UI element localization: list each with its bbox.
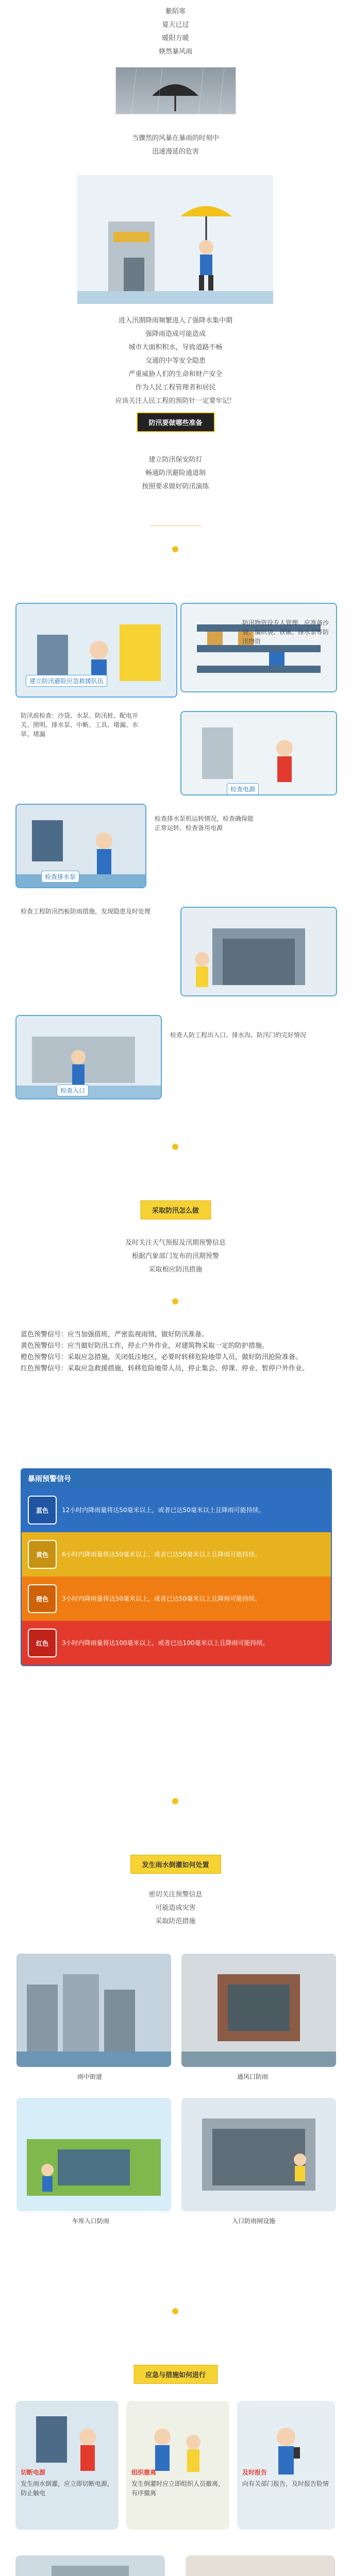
poem-line: 可能造成灾害 <box>155 1904 196 1912</box>
rain-cartoon <box>77 175 273 304</box>
warning-level-icon: 蓝色 <box>28 1496 57 1524</box>
cartoon-vent-caption: 通风口防雨 <box>237 2073 269 2080</box>
gate-illustration <box>181 908 336 995</box>
section-title-backflow: 发生雨水倒灌如何处置 <box>130 1855 221 1874</box>
prep-card-entrance-label: 检查入口 <box>57 1084 89 1096</box>
cartoon-gate <box>180 2097 337 2212</box>
cartoon-garage-caption: 车库入口防雨 <box>72 2217 110 2225</box>
cartoon-rain-city <box>15 1953 172 2068</box>
cartoon-garage <box>15 2097 172 2212</box>
prep-card-gate <box>180 907 337 996</box>
poem-line: 强降雨造成可能造成 <box>145 330 206 338</box>
divider-dot <box>172 1144 178 1150</box>
rain-city-illustration <box>16 1954 171 2067</box>
poem-line: 应该关注人民工程的预防针一定要牢记！ <box>115 397 236 405</box>
poem-line: 采取防范措施 <box>155 1918 196 1925</box>
warning-line-blue: 蓝色预警信号：应当加强值班，严密监视雨情，做好防汛准备。 <box>21 1331 209 1338</box>
poem-line: 根据汽象部门发布的汛期预警 <box>131 1252 219 1260</box>
poem-line: 城市大面积积水，导致道路不畅 <box>128 344 223 351</box>
flood-gate-illustration <box>181 2098 336 2211</box>
poem-line: 密切关注预警信息 <box>148 1891 203 1899</box>
action-report-card <box>237 2401 335 2530</box>
power-illustration <box>181 712 336 794</box>
action-evacuate-title: 组织撤离 <box>131 2469 157 2476</box>
action-power-card <box>15 2401 119 2530</box>
umbrella-illustration <box>116 67 236 114</box>
rain-scene-illustration <box>77 175 273 304</box>
poem-line: 迅速漫延的危害 <box>152 148 199 156</box>
pump-illustration <box>16 805 145 887</box>
intro-poem-4 <box>0 453 351 494</box>
warning-row-orange <box>22 1577 331 1621</box>
warning-level-icon: 黄色 <box>28 1540 57 1569</box>
section-title-action: 采取防汛怎么做 <box>140 1200 211 1219</box>
poem-line: 倏然暴风雨 <box>158 48 192 56</box>
intro-poem-1 <box>0 5 351 59</box>
prep-card-gate-text: 检查工程防汛挡板防雨措施，发现隐患及时处理 <box>21 908 151 915</box>
poem-line: 采取相应防汛措施 <box>148 1266 203 1274</box>
warning-intro <box>21 1329 330 1375</box>
warning-level-icon: 橙色 <box>28 1584 57 1613</box>
action-report-title: 及时报告 <box>242 2469 268 2476</box>
warning-row-text: 3小时内降雨量将达100毫米以上，或者已达100毫米以上且降雨可能持续。 <box>62 1639 269 1647</box>
prep-card-power-label: 检查电源 <box>227 783 259 795</box>
poem-line: 暖阳方暖 <box>162 35 189 42</box>
action-power-title: 切断电源 <box>21 2469 46 2476</box>
umbrella-photo <box>115 67 236 114</box>
section-title-prep: 防汛要做哪些准备 <box>136 412 214 432</box>
gate-close-illustration <box>186 2555 335 2576</box>
supplies-illustration <box>181 604 336 691</box>
report-illustration <box>237 2401 335 2530</box>
poem-line: 及时关注天气预报及汛期预警信息 <box>125 1239 226 1247</box>
poem-line: 建立防汛保安防灯 <box>148 456 203 464</box>
prep-card-entrance-text: 检查人防工程出入口、排水沟、防汛门的完好情况 <box>170 1031 307 1039</box>
prep-card-pump <box>15 804 146 888</box>
warning-line-yellow: 黄色预警信号：应当做好防汛工作，停止户外作业，对建筑物采取一定的防护措施。 <box>21 1342 269 1350</box>
poem-line: 交通的中等安全隐患 <box>145 357 206 365</box>
prep-card-pump-label: 检查排水泵 <box>41 871 79 883</box>
cartoon-vent <box>180 1953 337 2068</box>
warning-row-yellow <box>22 1532 331 1577</box>
vent-illustration <box>181 1954 336 2067</box>
prep-card-pump-text: 防汛前检查：沙袋、水泵、防汛桩、配电开关、照明、排水泵、中断、工具、堵漏、水草、堵漏 <box>21 712 139 738</box>
prep-card-team-label: 建立防汛避险应急救援队伍 <box>26 675 107 687</box>
warning-line-red: 红色预警信号：采取应急救援措施，转移危险地带人员，停止集会、停课、停业、暂停户外作业。 <box>21 1365 309 1372</box>
poem-line: 畅通防汛避险通道制 <box>145 469 206 477</box>
divider-dot <box>172 1798 178 1804</box>
action-gate-photo <box>186 2555 335 2576</box>
poem-line: 夏天已过 <box>162 21 189 29</box>
warning-row-red <box>22 1621 331 1665</box>
phone-call-illustration <box>15 2555 165 2576</box>
action-power-text: 发生雨水倒灌，应立即切断电源，防止触电 <box>21 2480 114 2497</box>
action-evacuate-text: 发生倒灌时应立即组织人员撤离，有序撤离 <box>131 2480 225 2497</box>
poem-line: 按照要求做好防汛演练 <box>142 483 209 490</box>
prep-card-power-text: 检查排水泵机运转情况，检查确保能正常运转、检查备用电源 <box>155 815 254 832</box>
warning-row-text: 12小时内降雨量将达50毫米以上，或者已达50毫米以上且降雨可能持续。 <box>62 1506 265 1514</box>
cartoon-gate-caption: 入口防雨闸设施 <box>232 2217 276 2225</box>
garage-illustration <box>16 2098 171 2211</box>
warning-level-icon: 红色 <box>28 1629 57 1657</box>
poem-line: 严重威胁人们的生命和财产安全 <box>128 370 223 378</box>
evacuate-illustration <box>126 2401 229 2530</box>
warning-row-text: 3小时内降雨量将达50毫米以上，或者已达50毫米以上且降雨可能持续。 <box>62 1595 261 1602</box>
divider-dot <box>172 2308 178 2314</box>
action-evacuate-card <box>126 2401 229 2530</box>
intro-poem-5 <box>0 1236 351 1277</box>
action-phone-photo <box>15 2555 165 2576</box>
warning-line-orange: 橙色预警信号：采取应急措施，关闭低洼地区，必要时转移危险地带人员，做好防汛抢险准备。 <box>21 1353 303 1361</box>
divider-dot <box>172 546 178 552</box>
action-report-text: 向有关部门报告，及时报告险情 <box>242 2480 329 2487</box>
intro-poem-6 <box>0 1888 351 1928</box>
divider-dot <box>172 1298 178 1304</box>
cartoon-rain-city-caption: 雨中街道 <box>77 2073 103 2080</box>
power-off-illustration <box>15 2401 119 2530</box>
rainstorm-warning-card <box>21 1468 332 1666</box>
poem-line: 进入汛期降雨频繁进入了强降水集中期 <box>118 317 232 325</box>
poem-line: 紫陌寒 <box>165 8 186 15</box>
warning-row-text: 6小时内降雨量将达50毫米以上，或者已达50毫米以上且降雨可能持续。 <box>62 1551 261 1558</box>
warning-card-title: 暴雨预警信号 <box>22 1469 331 1488</box>
section-title-emergency: 应急与措施如何进行 <box>133 2365 218 2384</box>
intro-poem-3 <box>0 314 351 408</box>
intro-poem-2 <box>0 132 351 159</box>
prep-card-power <box>180 711 337 795</box>
prep-card-supplies-text: 防汛物资设专人管理，应准备沙袋、编织袋、铁锹、排水泵等防汛物资 <box>242 619 329 645</box>
poem-line: 作为人民工程管理者和居民 <box>135 384 216 392</box>
prep-card-supplies <box>180 603 337 692</box>
poem-line: 当骤然的风暴在暴雨的时刻中 <box>131 134 219 142</box>
warning-row-blue <box>22 1488 331 1532</box>
